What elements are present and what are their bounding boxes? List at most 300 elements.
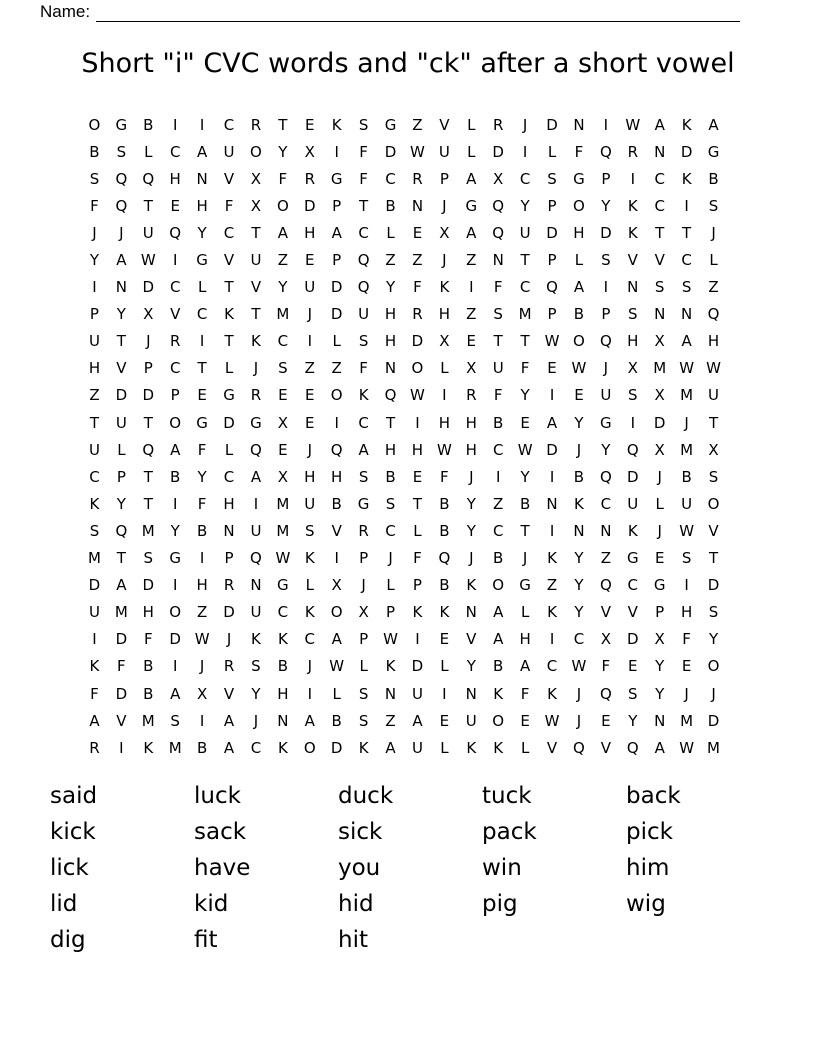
grid-letter: P xyxy=(170,386,180,405)
grid-letter: B xyxy=(573,305,585,324)
grid-letter: C xyxy=(250,738,262,757)
grid-letter: U xyxy=(681,494,693,513)
grid-letter: K xyxy=(547,549,557,568)
grid-letter: X xyxy=(654,332,665,351)
word-list-item: lick xyxy=(50,855,89,881)
grid-letter: J xyxy=(469,549,474,568)
grid-letter: S xyxy=(143,549,154,568)
grid-letter: T xyxy=(385,413,396,432)
grid-letter: A xyxy=(385,738,396,757)
grid-letter: F xyxy=(90,196,99,215)
grid-letter: F xyxy=(493,278,503,297)
grid-letter: B xyxy=(439,494,450,513)
name-fill-in-line[interactable] xyxy=(96,3,740,22)
grid-letter: J xyxy=(576,711,582,730)
grid-letter: O xyxy=(411,359,424,378)
grid-letter: S xyxy=(681,278,692,297)
grid-letter: B xyxy=(331,711,342,730)
grid-letter: H xyxy=(384,332,397,351)
grid-letter: A xyxy=(681,332,692,351)
grid-letter: M xyxy=(168,738,182,757)
grid-letter: G xyxy=(653,576,666,595)
grid-letter: S xyxy=(654,278,665,297)
grid-letter: A xyxy=(654,738,665,757)
grid-letter: R xyxy=(89,738,100,757)
grid-letter: L xyxy=(520,738,530,757)
grid-letter: V xyxy=(708,521,719,540)
grid-letter: A xyxy=(331,630,342,649)
grid-letter: S xyxy=(170,711,180,730)
grid-letter: N xyxy=(681,305,693,324)
grid-letter: Y xyxy=(520,196,530,215)
grid-letter: S xyxy=(708,603,719,622)
grid-letter: H xyxy=(384,440,397,459)
grid-letter: L xyxy=(386,223,395,242)
grid-letter: U xyxy=(142,223,154,242)
grid-letter: U xyxy=(411,738,423,757)
grid-letter: J xyxy=(253,359,259,378)
grid-letter: F xyxy=(359,359,368,378)
grid-letter: N xyxy=(600,521,612,540)
word-list-item: hit xyxy=(338,927,368,953)
grid-letter: C xyxy=(304,630,316,649)
grid-letter: I xyxy=(199,549,205,568)
grid-letter: B xyxy=(385,196,396,215)
grid-letter: J xyxy=(442,196,447,215)
grid-letter: B xyxy=(573,467,585,486)
grid-letter: Y xyxy=(574,576,584,595)
grid-letter: I xyxy=(549,467,555,486)
grid-letter: B xyxy=(277,657,289,676)
grid-letter: A xyxy=(412,711,423,730)
grid-letter: M xyxy=(141,521,155,540)
grid-letter: M xyxy=(680,440,694,459)
grid-letter: J xyxy=(92,223,97,242)
grid-letter: B xyxy=(196,521,208,540)
grid-letter: N xyxy=(573,115,585,134)
grid-letter: U xyxy=(438,142,450,161)
grid-letter: S xyxy=(358,332,369,351)
grid-letter: L xyxy=(117,440,126,459)
grid-letter: V xyxy=(600,603,611,622)
grid-letter: O xyxy=(88,115,101,134)
grid-letter: Y xyxy=(520,386,530,405)
grid-letter: J xyxy=(684,413,689,432)
grid-letter: A xyxy=(196,142,208,161)
grid-letter: F xyxy=(197,440,207,459)
grid-letter: T xyxy=(359,196,369,215)
grid-letter: E xyxy=(170,196,180,215)
grid-letter: H xyxy=(196,576,208,595)
grid-letter: Z xyxy=(466,305,477,324)
grid-letter: K xyxy=(574,494,584,513)
grid-letter: J xyxy=(226,630,232,649)
grid-letter: T xyxy=(143,494,153,513)
grid-letter: P xyxy=(224,549,234,568)
grid-letter: C xyxy=(223,115,235,134)
grid-letter: Q xyxy=(384,386,397,405)
grid-letter: W xyxy=(140,251,156,270)
grid-letter: Q xyxy=(492,196,505,215)
word-list-item: wig xyxy=(626,891,666,917)
grid-letter: L xyxy=(386,576,395,595)
grid-letter: P xyxy=(116,467,126,486)
grid-letter: Q xyxy=(546,278,558,297)
grid-letter: K xyxy=(627,521,638,540)
grid-letter: U xyxy=(223,142,235,161)
grid-letter: S xyxy=(385,494,396,513)
grid-letter: N xyxy=(492,251,504,270)
word-list-item: fit xyxy=(194,927,218,953)
grid-letter: K xyxy=(358,738,369,757)
grid-letter: X xyxy=(331,576,342,595)
grid-letter: W xyxy=(517,440,533,459)
grid-letter: X xyxy=(600,630,611,649)
grid-letter: H xyxy=(196,196,208,215)
grid-letter: G xyxy=(707,142,720,161)
grid-letter: V xyxy=(439,115,450,134)
word-list-item: him xyxy=(626,855,670,881)
grid-letter: D xyxy=(546,115,558,134)
grid-letter: T xyxy=(708,549,719,568)
grid-letter: U xyxy=(708,386,720,405)
grid-letter: J xyxy=(684,684,689,703)
grid-letter: Q xyxy=(142,440,155,459)
grid-letter: K xyxy=(466,576,477,595)
grid-letter: O xyxy=(573,196,585,215)
grid-letter: M xyxy=(276,494,290,513)
grid-letter: B xyxy=(143,657,154,676)
grid-letter: H xyxy=(169,169,181,188)
grid-letter: D xyxy=(546,440,558,459)
grid-letter: C xyxy=(654,169,665,188)
grid-letter: Q xyxy=(599,684,612,703)
grid-letter: J xyxy=(576,440,582,459)
grid-letter: C xyxy=(519,278,531,297)
grid-letter: Q xyxy=(573,738,585,757)
grid-letter: G xyxy=(115,115,128,134)
grid-letter: B xyxy=(170,467,181,486)
grid-letter: K xyxy=(493,684,504,703)
grid-letter: N xyxy=(250,576,262,595)
grid-letter: W xyxy=(436,440,452,459)
grid-letter: R xyxy=(466,386,477,405)
grid-letter: Q xyxy=(330,440,343,459)
grid-letter: C xyxy=(89,467,100,486)
grid-letter: D xyxy=(411,657,424,676)
grid-letter: V xyxy=(546,738,558,757)
grid-letter: S xyxy=(628,305,638,324)
grid-letter: H xyxy=(304,467,316,486)
grid-letter: K xyxy=(627,196,638,215)
grid-letter: U xyxy=(115,413,127,432)
grid-letter: X xyxy=(654,386,665,405)
grid-letter: Y xyxy=(251,684,261,703)
grid-letter: U xyxy=(519,223,531,242)
grid-letter: N xyxy=(277,711,289,730)
grid-letter: W xyxy=(544,332,560,351)
grid-letter: R xyxy=(627,142,638,161)
grid-letter: Y xyxy=(385,278,396,297)
grid-letter: X xyxy=(708,440,719,459)
grid-letter: L xyxy=(655,494,664,513)
grid-letter: S xyxy=(708,196,719,215)
grid-letter: W xyxy=(383,630,398,649)
word-list-item: dig xyxy=(50,927,86,953)
grid-letter: T xyxy=(412,494,423,513)
grid-letter: Y xyxy=(574,413,584,432)
grid-letter: K xyxy=(143,738,154,757)
grid-letter: B xyxy=(331,494,342,513)
grid-letter: E xyxy=(681,657,692,676)
grid-letter: J xyxy=(442,251,447,270)
word-list-item: luck xyxy=(194,783,241,809)
grid-letter: Y xyxy=(466,657,476,676)
grid-letter: Z xyxy=(385,711,396,730)
grid-letter: N xyxy=(115,278,127,297)
grid-letter: Z xyxy=(196,603,208,622)
grid-letter: K xyxy=(547,684,557,703)
grid-letter: T xyxy=(708,413,719,432)
grid-letter: M xyxy=(276,305,290,324)
grid-letter: F xyxy=(90,684,99,703)
grid-letter: E xyxy=(439,630,450,649)
grid-letter: Z xyxy=(600,549,611,568)
grid-letter: S xyxy=(358,711,369,730)
grid-letter: K xyxy=(304,549,315,568)
grid-letter: B xyxy=(493,549,504,568)
grid-letter: R xyxy=(412,305,423,324)
word-list-item: duck xyxy=(338,783,394,809)
grid-letter: V xyxy=(600,738,611,757)
grid-letter: A xyxy=(116,576,127,595)
grid-letter: H xyxy=(438,305,450,324)
grid-letter: S xyxy=(116,142,127,161)
grid-letter: F xyxy=(117,657,126,676)
word-list-item: tuck xyxy=(482,783,532,809)
word-list xyxy=(50,778,770,958)
grid-letter: U xyxy=(250,603,262,622)
grid-letter: D xyxy=(627,630,639,649)
grid-letter: W xyxy=(329,657,345,676)
grid-letter: U xyxy=(411,684,423,703)
word-list-column xyxy=(482,778,626,958)
grid-letter: R xyxy=(223,576,235,595)
grid-letter: G xyxy=(169,549,181,568)
grid-letter: V xyxy=(116,711,127,730)
grid-letter: G xyxy=(600,413,612,432)
grid-letter: Q xyxy=(492,223,505,242)
grid-letter: H xyxy=(277,684,289,703)
grid-letter: Q xyxy=(599,142,612,161)
grid-letter: E xyxy=(520,413,530,432)
grid-letter: P xyxy=(412,576,422,595)
grid-letter: G xyxy=(196,251,208,270)
grid-letter: C xyxy=(223,223,235,242)
grid-letter: A xyxy=(89,711,100,730)
grid-letter: R xyxy=(223,657,235,676)
grid-letter: Q xyxy=(599,576,612,595)
grid-letter: Y xyxy=(574,603,584,622)
grid-letter: B xyxy=(519,494,531,513)
grid-letter: I xyxy=(199,332,205,351)
grid-letter: D xyxy=(88,576,101,595)
grid-letter: L xyxy=(574,251,584,270)
grid-letter: H xyxy=(411,440,424,459)
grid-letter: T xyxy=(197,359,207,378)
word-list-item: kid xyxy=(194,891,229,917)
grid-letter: C xyxy=(600,494,612,513)
grid-letter: X xyxy=(493,169,504,188)
grid-letter: I xyxy=(334,413,339,432)
grid-letter: L xyxy=(467,115,476,134)
grid-letter: P xyxy=(89,305,99,324)
grid-letter: X xyxy=(654,440,665,459)
grid-letter: I xyxy=(172,115,178,134)
grid-letter: X xyxy=(277,467,288,486)
grid-letter: Y xyxy=(197,467,207,486)
grid-letter: S xyxy=(251,657,261,676)
grid-letter: D xyxy=(115,684,128,703)
grid-letter: T xyxy=(493,332,503,351)
grid-letter: F xyxy=(574,142,584,161)
grid-letter: Q xyxy=(626,440,639,459)
grid-letter: J xyxy=(307,440,312,459)
grid-letter: W xyxy=(275,549,291,568)
grid-letter: N xyxy=(384,684,397,703)
grid-letter: N xyxy=(654,711,666,730)
grid-letter: Q xyxy=(357,251,370,270)
grid-letter: O xyxy=(492,576,505,595)
grid-letter: N xyxy=(654,142,666,161)
grid-letter: F xyxy=(359,142,368,161)
name-row xyxy=(40,2,740,22)
grid-letter: T xyxy=(116,549,126,568)
grid-letter: T xyxy=(655,223,665,242)
grid-letter: U xyxy=(250,251,262,270)
grid-letter: Y xyxy=(520,467,530,486)
grid-letter: A xyxy=(223,711,235,730)
grid-letter: B xyxy=(681,467,692,486)
grid-letter: H xyxy=(88,359,101,378)
grid-letter: B xyxy=(143,684,154,703)
grid-letter: M xyxy=(87,549,101,568)
grid-letter: K xyxy=(224,305,234,324)
grid-letter: S xyxy=(601,251,611,270)
grid-letter: V xyxy=(331,521,342,540)
grid-letter: K xyxy=(89,657,100,676)
grid-letter: I xyxy=(415,413,420,432)
grid-letter: G xyxy=(573,169,585,188)
grid-letter: T xyxy=(143,413,153,432)
grid-letter: K xyxy=(277,738,288,757)
grid-letter: J xyxy=(253,711,259,730)
grid-letter: A xyxy=(546,413,558,432)
grid-letter: C xyxy=(654,196,665,215)
grid-letter: F xyxy=(413,278,422,297)
grid-letter: T xyxy=(224,278,234,297)
grid-letter: R xyxy=(492,115,504,134)
grid-letter: E xyxy=(574,386,584,405)
grid-letter: Y xyxy=(466,494,476,513)
grid-letter: G xyxy=(196,413,208,432)
grid-letter: U xyxy=(88,440,100,459)
grid-letter: L xyxy=(547,142,557,161)
grid-letter: F xyxy=(520,684,530,703)
grid-letter: Q xyxy=(357,278,370,297)
grid-letter: G xyxy=(384,115,397,134)
grid-letter: D xyxy=(142,576,155,595)
grid-letter: U xyxy=(304,494,316,513)
grid-letter: P xyxy=(359,630,369,649)
grid-letter: W xyxy=(571,657,587,676)
grid-letter: S xyxy=(628,386,638,405)
grid-letter: Z xyxy=(466,251,477,270)
grid-letter: K xyxy=(627,223,638,242)
grid-letter: D xyxy=(680,142,693,161)
grid-letter: D xyxy=(546,223,558,242)
name-label: Name: xyxy=(40,2,91,21)
grid-letter: Y xyxy=(197,223,207,242)
grid-letter: W xyxy=(410,142,425,161)
grid-letter: A xyxy=(277,223,288,242)
grid-letter: B xyxy=(143,115,154,134)
grid-letter: F xyxy=(520,359,530,378)
grid-letter: D xyxy=(384,142,397,161)
grid-letter: W xyxy=(410,386,425,405)
grid-letter: F xyxy=(359,169,368,188)
word-list-item: lid xyxy=(50,891,78,917)
grid-letter: X xyxy=(627,359,638,378)
grid-letter: V xyxy=(627,251,638,270)
grid-letter: S xyxy=(89,521,100,540)
word-list-item: sack xyxy=(194,819,247,845)
grid-letter: T xyxy=(520,251,530,270)
grid-letter: I xyxy=(199,711,205,730)
grid-letter: B xyxy=(493,413,504,432)
grid-letter: Z xyxy=(412,251,423,270)
grid-letter: S xyxy=(681,549,692,568)
grid-letter: W xyxy=(706,359,721,378)
grid-letter: N xyxy=(546,494,558,513)
grid-letter: E xyxy=(520,711,530,730)
grid-letter: N xyxy=(384,359,397,378)
grid-letter: J xyxy=(711,223,716,242)
grid-letter: J xyxy=(657,521,662,540)
grid-letter: W xyxy=(194,630,210,649)
grid-letter: C xyxy=(196,305,208,324)
grid-letter: A xyxy=(654,115,665,134)
grid-letter: N xyxy=(223,521,235,540)
grid-letter: G xyxy=(277,576,289,595)
grid-letter: V xyxy=(627,603,638,622)
grid-letter: D xyxy=(627,467,639,486)
grid-letter: X xyxy=(250,169,262,188)
grid-letter: Y xyxy=(278,278,288,297)
grid-letter: F xyxy=(493,386,503,405)
grid-letter: D xyxy=(411,332,424,351)
grid-letter: M xyxy=(141,711,155,730)
grid-letter: J xyxy=(576,684,582,703)
grid-letter: E xyxy=(654,549,665,568)
grid-letter: D xyxy=(142,386,155,405)
grid-letter: X xyxy=(143,305,154,324)
grid-letter: X xyxy=(358,603,369,622)
grid-letter: H xyxy=(627,332,639,351)
grid-letter: X xyxy=(250,196,262,215)
grid-letter: B xyxy=(89,142,100,161)
grid-letter: X xyxy=(439,223,450,242)
